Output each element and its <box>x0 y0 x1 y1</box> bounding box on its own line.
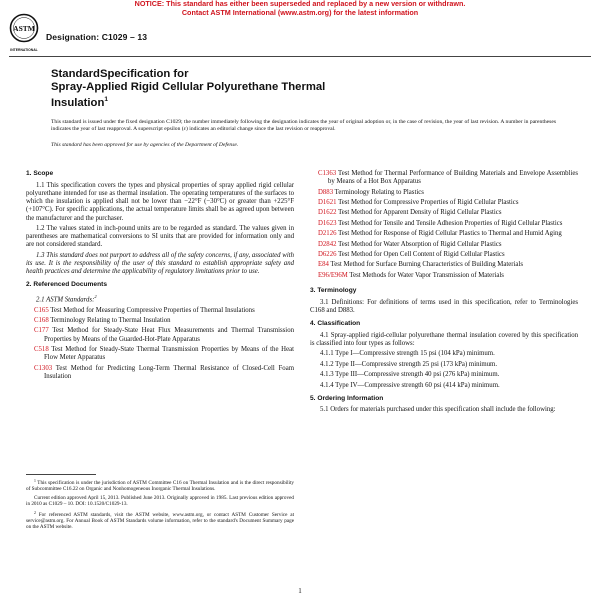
ref-link[interactable]: C1363 <box>318 170 337 177</box>
ref-link[interactable]: D6226 <box>318 250 337 258</box>
header-rule <box>9 56 591 57</box>
ref-item: D1622 Test Method for Apparent Density of Rigid Cellular Plastics <box>318 209 502 217</box>
ref-item: D6226 Test Method for Open Cell Content of Rigid Cellular Plastics <box>318 250 505 258</box>
ref-link[interactable]: C1303 <box>34 364 53 372</box>
right-column <box>310 170 578 417</box>
dod-approval: This standard has been approved for use by agencies of the Department of Defense. <box>51 142 239 148</box>
ref-item: C165 Test Method for Measuring Compressive Properties of Thermal Insulations <box>34 306 255 314</box>
ref-item: D1623 Test Method for Tensile and Tensile Adhesion Properties of Rigid Cellular Plastics <box>318 219 563 227</box>
ref-link[interactable]: D883 <box>318 188 334 196</box>
scope-heading: 1. Scope <box>26 170 54 177</box>
ref-link[interactable]: D1621 <box>318 198 337 206</box>
ref-link[interactable]: C165 <box>34 306 49 314</box>
ref-link[interactable]: D1622 <box>318 209 337 217</box>
ref-item: C177 Test Method for Steady-State Heat Flux Measurements and Thermal Transmission Properties by Means of the Guarded-Hot-Plate Apparatus <box>34 327 294 343</box>
ref-link[interactable]: D2126 <box>318 230 337 238</box>
ref-link[interactable]: C177 <box>34 327 49 335</box>
ref-link[interactable]: C168 <box>34 317 49 325</box>
title-line-1: StandardSpecification for <box>51 68 189 80</box>
ref-item: E84 Test Method for Surface Burning Characteristics of Building Materials <box>318 261 523 269</box>
footnote-2: $^2$ For referenced ASTM standards, visit the ASTM website, www.astm.org, or contact ASTM Customer Service at service@astm.org. For Annual Book of ASTM Standards volume information, refer to the standard's Document Summary page on the ASTM website. <box>26 510 295 530</box>
title-footnote-mark: 1 <box>104 95 108 103</box>
footnotes <box>26 478 294 533</box>
ref-item: D883 Terminology Relating to Plastics <box>318 188 424 196</box>
title-line-3: Insulation$^1$ <box>51 95 108 109</box>
para-4-1-1: 4.1.1 Type I—Compressive strength 15 psi (104 kPa) minimum. <box>320 350 495 358</box>
astm-logo <box>9 13 39 55</box>
terminology-heading: 3. Terminology <box>310 286 357 294</box>
footnote-1: $^1$ This specification is under the jurisdiction of ASTM Committee C16 on Thermal Insulation and is the direct responsibility of Subcommittee C16.22 on Organic and Nonhomogeneous Inorganic Thermal Insulations. <box>26 479 294 493</box>
logo-text: ASTM <box>13 24 35 33</box>
ref-item: C168 Terminology Relating to Thermal Insulation <box>34 317 171 325</box>
notice-line-2: Contact ASTM International (www.astm.org) for the latest information <box>181 7 419 17</box>
para-4-1-2: 4.1.2 Type II—Compressive strength 25 psi (173 kPa) minimum. <box>320 360 498 368</box>
ref-link[interactable]: D1623 <box>318 219 337 227</box>
ref-item: D1621 Test Method for Compressive Properties of Rigid Cellular Plastics <box>318 198 519 206</box>
ref-item: D2842 Test Method for Water Absorption of Rigid Cellular Plastics <box>318 240 502 248</box>
ref-item: C1303 Test Method for Predicting Long-Term Thermal Resistance of Closed-Cell Foam Insulation <box>34 364 294 380</box>
para-3-1: 3.1 Definitions: For definitions of terms used in this specification, refer to Terminologies C168 and D883. <box>310 298 578 314</box>
para-1-3: 1.3 This standard does not purport to address all of the safety concerns, if any, associated with its use. It is the responsibility of the user of this standard to establish appropriate safety and health practices and determine the applicability of regulatory limitations prior to use. <box>26 251 294 276</box>
para-5-1: 5.1 Orders for materials purchased under this specification shall include the following: <box>320 406 556 414</box>
left-column <box>26 170 294 383</box>
astm-standards-label: 2.1 ASTM Standards:$^2$ <box>36 294 97 304</box>
ordering-heading: 5. Ordering Information <box>310 394 384 402</box>
ref-link[interactable]: E96/E96M <box>318 271 348 279</box>
footnote-rule <box>26 474 96 475</box>
para-4-1: 4.1 Spray-applied rigid-cellular polyurethane thermal insulation covered by this specification is classified into four types as follows: <box>310 331 578 347</box>
para-4-1-4: 4.1.4 Type IV—Compressive strength 60 psi (414 kPa) minimum. <box>320 381 500 389</box>
ref-item: E96/E96M Test Methods for Water Vapor Transmission of Materials <box>318 271 504 279</box>
ref-link[interactable]: E84 <box>318 261 329 269</box>
ref-item: C518 Test Method for Steady-State Thermal Transmission Properties by Means of the Heat Flow Meter Apparatus <box>34 346 294 362</box>
title-line-2: Spray-Applied Rigid Cellular Polyurethane Thermal <box>51 80 326 93</box>
para-4-1-3: 4.1.3 Type III—Compressive strength 40 psi (276 kPa) minimum. <box>320 371 500 379</box>
classification-heading: 4. Classification <box>310 320 361 328</box>
para-1-2: 1.2 The values stated in inch-pound units are to be regarded as standard. The values given in parentheses are mathematical conversions to SI units that are provided for information only and are not considered standard. <box>26 224 294 249</box>
page-title <box>51 68 381 109</box>
designation: Designation: C1029 – 13 <box>46 32 148 42</box>
ref-link[interactable]: D2842 <box>318 240 337 248</box>
left-reference-list <box>26 307 294 381</box>
right-reference-list <box>310 170 578 280</box>
ref-item: C1363 Test Method for Thermal Performance of Building Materials and Envelope Assemblies by Means of a Hot Box Apparatus <box>318 170 578 186</box>
logo-subtext: INTERNATIONAL <box>10 48 38 52</box>
withdrawal-notice <box>0 0 600 17</box>
ref-link[interactable]: C518 <box>34 346 49 354</box>
ref-item: D2126 Test Method for Response of Rigid Cellular Plastics to Thermal and Humid Aging <box>318 230 562 238</box>
footnote-1b: Current edition approved April 15, 2013. Published June 2013. Originally approved in 1985. Last previous edition approved in 2010 as C1029 – 10. DOI: 10.1520/C1029-13. <box>26 494 294 507</box>
page-number: 1 <box>298 587 302 595</box>
para-1-1: 1.1 This specification covers the types and physical properties of spray applied rigid cellular polyurethane intended for use as thermal insulation. The operating temperatures of the surfaces to which the insulation is applied shall not be lower than −22°F (−30°C) or greater than +225°F (+107°C). For specific applications, the actual temperature limits shall be as agreed upon between the manufacturer and the purchaser. <box>26 181 294 222</box>
refs-heading: 2. Referenced Documents <box>26 281 107 289</box>
intro-paragraph: This standard is issued under the fixed designation C1029; the number immediately following the designation indicates the year of original adoption or, in the case of revision, the year of last revision. A number in parentheses indicates the year of last reapproval. A superscript epsilon (ε) indicates an editorial change since the last revision or reapproval. <box>51 119 556 132</box>
notice-line-1: NOTICE: This standard has either been superseded and replaced by a new version or withdrawn. <box>134 0 466 8</box>
